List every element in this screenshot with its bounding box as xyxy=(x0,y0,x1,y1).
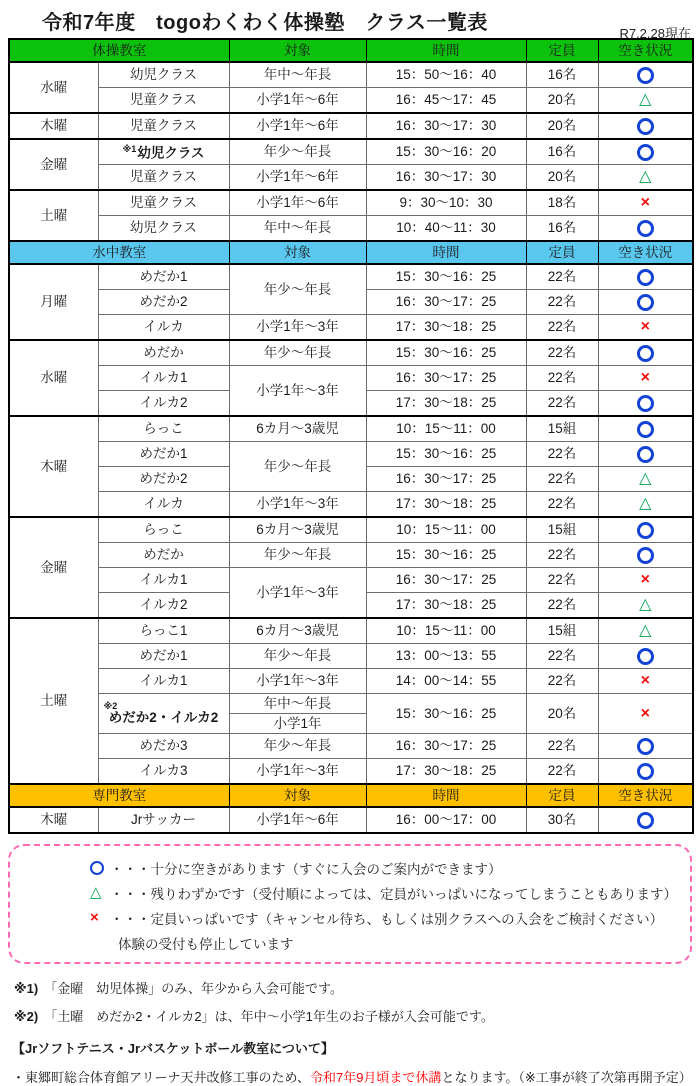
footnote-text: 「土曜 めだか2・イルカ2」は、年中～小学1年生のお子様が入会可能です。 xyxy=(44,1009,494,1024)
target-cell: 年少～年長 xyxy=(229,442,366,492)
table-row xyxy=(9,568,693,593)
target-cell: 小学1年～3年 xyxy=(229,669,366,694)
time-cell: 16：30～17：30 xyxy=(366,165,526,191)
target-cell: 小学1年～3年 xyxy=(229,759,366,785)
table-row xyxy=(9,734,693,759)
schedule-table xyxy=(8,38,694,834)
time-cell: 10：15～11：00 xyxy=(366,416,526,442)
class-name: Jrサッカー xyxy=(131,812,196,828)
class-cell xyxy=(98,165,229,191)
section-header-cell: 定員 xyxy=(526,784,598,807)
day-cell: 土曜 xyxy=(9,618,98,784)
status-cell xyxy=(598,416,693,442)
time-cell: 16：30～17：25 xyxy=(366,734,526,759)
status-circle-icon xyxy=(637,118,654,135)
table-row xyxy=(9,264,693,290)
capacity-cell: 16名 xyxy=(526,139,598,165)
status-circle-icon xyxy=(637,738,654,755)
class-name: イルカ1 xyxy=(139,572,188,588)
capacity-cell: 22名 xyxy=(526,669,598,694)
class-cell xyxy=(98,113,229,139)
status-cell xyxy=(598,113,693,139)
target-cell: 年少～年長 xyxy=(229,644,366,669)
status-cell xyxy=(598,543,693,568)
as-of-date: R7.2.28現在 xyxy=(619,26,691,41)
section-header-cell: 対象 xyxy=(229,784,366,807)
class-name: 児童クラス xyxy=(129,195,198,211)
target-cell: 年中～年長 xyxy=(229,216,366,242)
class-cell xyxy=(98,467,229,492)
time-cell: 10：15～11：00 xyxy=(366,618,526,644)
capacity-cell: 16名 xyxy=(526,62,598,88)
class-name: 児童クラス xyxy=(129,118,198,134)
status-triangle-icon: △ xyxy=(90,884,102,901)
capacity-cell: 22名 xyxy=(526,644,598,669)
target-cell: 6カ月～3歳児 xyxy=(229,416,366,442)
status-cell xyxy=(598,88,693,114)
status-cell xyxy=(598,669,693,694)
day-cell: 木曜 xyxy=(9,807,98,833)
capacity-cell: 16名 xyxy=(526,216,598,242)
capacity-cell: 15組 xyxy=(526,618,598,644)
class-cell xyxy=(98,759,229,785)
capacity-cell: 22名 xyxy=(526,543,598,568)
status-cross-icon: × xyxy=(640,194,650,211)
time-cell: 17：30～18：25 xyxy=(366,593,526,619)
legend-item-few-left xyxy=(90,880,680,905)
day-cell: 木曜 xyxy=(9,416,98,517)
class-cell xyxy=(98,669,229,694)
capacity-cell: 22名 xyxy=(526,366,598,391)
class-name: 幼児クラス xyxy=(137,145,205,161)
legend-text: ・・・残りわずかです（受付順によっては、定員がいっぱいになってしまうこともあります） xyxy=(110,886,677,902)
target-cell: 年少～年長 xyxy=(229,340,366,366)
table-row xyxy=(9,807,693,833)
footnote-marker: ※1 xyxy=(122,143,137,154)
status-triangle-icon: △ xyxy=(639,168,652,185)
class-cell xyxy=(98,190,229,216)
table-row xyxy=(9,216,693,242)
class-name: めだか2 xyxy=(139,294,188,310)
status-cell xyxy=(598,807,693,833)
status-cell xyxy=(598,734,693,759)
day-cell: 土曜 xyxy=(9,190,98,241)
capacity-cell: 18名 xyxy=(526,190,598,216)
status-triangle-icon: △ xyxy=(639,596,652,613)
target-cell: 年少～年長 xyxy=(229,543,366,568)
time-cell: 17：30～18：25 xyxy=(366,492,526,518)
footnote-1 xyxy=(14,978,700,997)
capacity-cell: 22名 xyxy=(526,290,598,315)
page-title: 令和7年度 togoわくわく体操塾 クラス一覧表 xyxy=(42,12,488,34)
capacity-cell: 20名 xyxy=(526,113,598,139)
status-cell xyxy=(598,618,693,644)
legend-text: ・・・定員いっぱいです（キャンセル待ち、もしくは別クラスへの入会をご検討ください） xyxy=(110,911,664,927)
target-cell: 6カ月～3歳児 xyxy=(229,517,366,543)
class-cell xyxy=(98,442,229,467)
target-cell: 年中～年長 xyxy=(229,62,366,88)
class-cell xyxy=(98,315,229,341)
table-row xyxy=(9,366,693,391)
class-name: イルカ1 xyxy=(139,673,188,689)
section-header-cell: 空き状況 xyxy=(598,241,693,264)
status-circle-icon xyxy=(637,763,654,780)
class-cell xyxy=(98,62,229,88)
time-cell: 16：30～17：25 xyxy=(366,366,526,391)
status-circle-icon xyxy=(637,812,654,829)
target-cell: 小学1年～3年 xyxy=(229,366,366,417)
table-row xyxy=(9,88,693,114)
section-header-cell: 時間 xyxy=(366,39,526,62)
status-cell xyxy=(598,264,693,290)
time-cell: 16：30～17：30 xyxy=(366,113,526,139)
time-cell: 15：30～16：25 xyxy=(366,264,526,290)
table-row xyxy=(9,517,693,543)
class-cell xyxy=(98,644,229,669)
section-header-cell: 水中教室 xyxy=(9,241,229,264)
time-cell: 16：45～17：45 xyxy=(366,88,526,114)
capacity-cell: 30名 xyxy=(526,807,598,833)
class-name: めだか1 xyxy=(139,648,188,664)
section-header-cell: 定員 xyxy=(526,241,598,264)
class-name: 児童クラス xyxy=(129,92,198,108)
class-name: めだか1 xyxy=(139,269,188,285)
legend-text: 体験の受付も停止しています xyxy=(118,936,294,952)
day-cell: 水曜 xyxy=(9,62,98,113)
time-cell: 15：30～16：25 xyxy=(366,543,526,568)
status-circle-icon xyxy=(637,345,654,362)
class-cell xyxy=(98,593,229,619)
class-name: めだか1 xyxy=(139,446,188,462)
section-header-row xyxy=(9,784,693,807)
section-header-cell: 対象 xyxy=(229,241,366,264)
class-cell xyxy=(98,517,229,543)
class-name: イルカ3 xyxy=(139,763,188,779)
section-header-cell: 空き状況 xyxy=(598,784,693,807)
table-row xyxy=(9,694,693,714)
table-row xyxy=(9,340,693,366)
status-cell xyxy=(598,467,693,492)
section-header-row xyxy=(9,241,693,264)
status-circle-icon xyxy=(637,395,654,412)
status-cell xyxy=(598,492,693,518)
status-circle-icon xyxy=(637,522,654,539)
class-name: 児童クラス xyxy=(129,169,198,185)
section-header-cell: 空き状況 xyxy=(598,39,693,62)
day-cell: 金曜 xyxy=(9,139,98,190)
target-cell: 小学1年～6年 xyxy=(229,113,366,139)
legend-item-trial-stopped xyxy=(90,930,680,955)
time-cell: 10：40～11：30 xyxy=(366,216,526,242)
class-name: イルカ2 xyxy=(139,597,188,613)
capacity-cell: 22名 xyxy=(526,264,598,290)
class-name: めだか3 xyxy=(139,738,188,754)
class-cell xyxy=(98,88,229,114)
capacity-cell: 20名 xyxy=(526,694,598,734)
table-row xyxy=(9,113,693,139)
target-cell: 小学1年～6年 xyxy=(229,807,366,833)
status-circle-icon xyxy=(637,220,654,237)
class-cell xyxy=(98,618,229,644)
class-name: らっこ1 xyxy=(139,623,188,639)
capacity-cell: 22名 xyxy=(526,315,598,341)
status-cell xyxy=(598,290,693,315)
status-circle-icon xyxy=(637,547,654,564)
announcement-highlight: 令和7年9月頃まで休講 xyxy=(309,1070,442,1085)
class-cell xyxy=(98,694,229,734)
class-name: 幼児クラス xyxy=(129,67,198,83)
status-cross-icon: × xyxy=(90,909,99,926)
target-cell: 小学1年～3年 xyxy=(229,568,366,619)
section-header-cell: 体操教室 xyxy=(9,39,229,62)
announcement-text: となります。（※工事が終了次第再開予定） xyxy=(441,1070,692,1085)
time-cell: 16：30～17：25 xyxy=(366,467,526,492)
time-cell: 15：30～16：20 xyxy=(366,139,526,165)
status-cell xyxy=(598,216,693,242)
class-cell xyxy=(98,568,229,593)
day-cell: 木曜 xyxy=(9,113,98,139)
status-triangle-icon: △ xyxy=(639,622,652,639)
status-triangle-icon: △ xyxy=(639,495,652,512)
time-cell: 13：00～13：55 xyxy=(366,644,526,669)
capacity-cell: 22名 xyxy=(526,467,598,492)
legend-item-full xyxy=(90,905,680,930)
class-cell xyxy=(98,264,229,290)
table-row xyxy=(9,190,693,216)
target-cell: 年少～年長 xyxy=(229,264,366,315)
capacity-cell: 22名 xyxy=(526,442,598,467)
capacity-cell: 22名 xyxy=(526,340,598,366)
status-cell xyxy=(598,366,693,391)
time-cell: 10：15～11：00 xyxy=(366,517,526,543)
capacity-cell: 15組 xyxy=(526,517,598,543)
section-header-row xyxy=(9,39,693,62)
section-header-cell: 専門教室 xyxy=(9,784,229,807)
status-cell xyxy=(598,759,693,785)
class-name: イルカ1 xyxy=(139,370,188,386)
class-cell xyxy=(98,139,229,165)
day-cell: 金曜 xyxy=(9,517,98,618)
target-cell: 年少～年長 xyxy=(229,139,366,165)
status-cell xyxy=(598,568,693,593)
class-name: めだか2 xyxy=(139,471,188,487)
table-row xyxy=(9,669,693,694)
target-cell: 6カ月～3歳児 xyxy=(229,618,366,644)
status-cell xyxy=(598,340,693,366)
status-cell xyxy=(598,442,693,467)
class-name: らっこ xyxy=(143,522,184,538)
announcement xyxy=(12,1038,700,1086)
status-cross-icon: × xyxy=(640,369,650,386)
footnote-2 xyxy=(14,1006,700,1025)
capacity-cell: 22名 xyxy=(526,734,598,759)
table-row xyxy=(9,165,693,191)
table-row xyxy=(9,315,693,341)
announcement-body xyxy=(12,1067,700,1086)
footnote-marker: ※1) xyxy=(14,981,39,996)
table-row xyxy=(9,618,693,644)
status-circle-icon xyxy=(637,446,654,463)
status-cell xyxy=(598,593,693,619)
time-cell: 17：30～18：25 xyxy=(366,391,526,417)
class-cell xyxy=(98,416,229,442)
capacity-cell: 20名 xyxy=(526,165,598,191)
time-cell: 14：00～14：55 xyxy=(366,669,526,694)
announcement-heading: 【Jrソフトテニス・Jrバスケットボール教室について】 xyxy=(12,1041,334,1056)
class-name: 幼児クラス xyxy=(129,220,198,236)
target-cell: 小学1年 xyxy=(229,714,366,734)
target-cell: 小学1年～3年 xyxy=(229,492,366,518)
time-cell: 17：30～18：25 xyxy=(366,315,526,341)
section-header-cell: 定員 xyxy=(526,39,598,62)
class-cell xyxy=(98,807,229,833)
table-row xyxy=(9,139,693,165)
announcement-text: ・東郷町総合体育館アリーナ天井改修工事のため、 xyxy=(12,1070,310,1085)
target-cell: 年少～年長 xyxy=(229,734,366,759)
status-cell xyxy=(598,517,693,543)
status-cross-icon: × xyxy=(640,704,650,722)
target-cell: 小学1年～6年 xyxy=(229,165,366,191)
status-circle-icon xyxy=(637,144,654,161)
time-cell: 15：50～16：40 xyxy=(366,62,526,88)
status-cell xyxy=(598,190,693,216)
status-triangle-icon: △ xyxy=(639,91,652,108)
status-triangle-icon: △ xyxy=(639,470,652,487)
section-header-cell: 対象 xyxy=(229,39,366,62)
class-name: めだか xyxy=(143,345,184,361)
legend-box xyxy=(8,844,692,964)
footnotes xyxy=(14,978,700,1025)
class-name: イルカ xyxy=(143,319,184,335)
footnote-text: 「金曜 幼児体操」のみ、年少から入会可能です。 xyxy=(44,981,343,996)
status-cell xyxy=(598,62,693,88)
class-name: イルカ2 xyxy=(139,395,188,411)
table-row xyxy=(9,62,693,88)
day-cell: 月曜 xyxy=(9,264,98,340)
capacity-cell: 20名 xyxy=(526,88,598,114)
status-circle-icon xyxy=(637,294,654,311)
time-cell: 9：30～10：30 xyxy=(366,190,526,216)
class-cell xyxy=(98,543,229,568)
status-circle-icon xyxy=(637,67,654,84)
status-cell xyxy=(598,391,693,417)
class-name: らっこ xyxy=(143,421,184,437)
time-cell: 17：30～18：25 xyxy=(366,759,526,785)
capacity-cell: 22名 xyxy=(526,759,598,785)
table-row xyxy=(9,442,693,467)
capacity-cell: 22名 xyxy=(526,391,598,417)
footnote-marker: ※2) xyxy=(14,1009,39,1024)
class-cell xyxy=(98,290,229,315)
capacity-cell: 22名 xyxy=(526,568,598,593)
table-row xyxy=(9,644,693,669)
table-row xyxy=(9,416,693,442)
status-cell xyxy=(598,165,693,191)
status-cross-icon: × xyxy=(640,318,650,335)
class-cell xyxy=(98,340,229,366)
class-cell xyxy=(98,366,229,391)
target-cell: 小学1年～3年 xyxy=(229,315,366,341)
table-row xyxy=(9,543,693,568)
status-cell xyxy=(598,315,693,341)
status-cell xyxy=(598,694,693,734)
status-cross-icon: × xyxy=(640,571,650,588)
status-circle-icon xyxy=(90,861,110,875)
class-name: イルカ xyxy=(143,496,184,512)
target-cell: 小学1年～6年 xyxy=(229,88,366,114)
class-cell xyxy=(98,216,229,242)
capacity-cell: 15組 xyxy=(526,416,598,442)
legend-text: ・・・十分に空きがあります（すぐに入会のご案内ができます） xyxy=(110,861,502,877)
class-cell xyxy=(98,391,229,417)
status-cell xyxy=(598,644,693,669)
target-cell: 小学1年～6年 xyxy=(229,190,366,216)
time-cell: 16：30～17：25 xyxy=(366,290,526,315)
status-circle-icon xyxy=(637,269,654,286)
footnote-marker: ※2 xyxy=(103,701,118,712)
status-cell xyxy=(598,139,693,165)
class-cell xyxy=(98,492,229,518)
class-name: めだか xyxy=(143,547,184,563)
status-cross-icon: × xyxy=(640,672,650,689)
time-cell: 16：00～17：00 xyxy=(366,807,526,833)
status-circle-icon xyxy=(637,421,654,438)
capacity-cell: 22名 xyxy=(526,492,598,518)
capacity-cell: 22名 xyxy=(526,593,598,619)
status-circle-icon xyxy=(637,648,654,665)
table-row xyxy=(9,492,693,518)
time-cell: 15：30～16：25 xyxy=(366,340,526,366)
section-header-cell: 時間 xyxy=(366,784,526,807)
time-cell: 15：30～16：25 xyxy=(366,442,526,467)
time-cell: 15：30～16：25 xyxy=(366,694,526,734)
target-cell: 年中～年長 xyxy=(229,694,366,714)
legend-item-available xyxy=(90,855,680,880)
day-cell: 水曜 xyxy=(9,340,98,416)
class-name: めだか2・イルカ2 xyxy=(108,710,219,726)
time-cell: 16：30～17：25 xyxy=(366,568,526,593)
class-cell xyxy=(98,734,229,759)
table-row xyxy=(9,759,693,785)
section-header-cell: 時間 xyxy=(366,241,526,264)
